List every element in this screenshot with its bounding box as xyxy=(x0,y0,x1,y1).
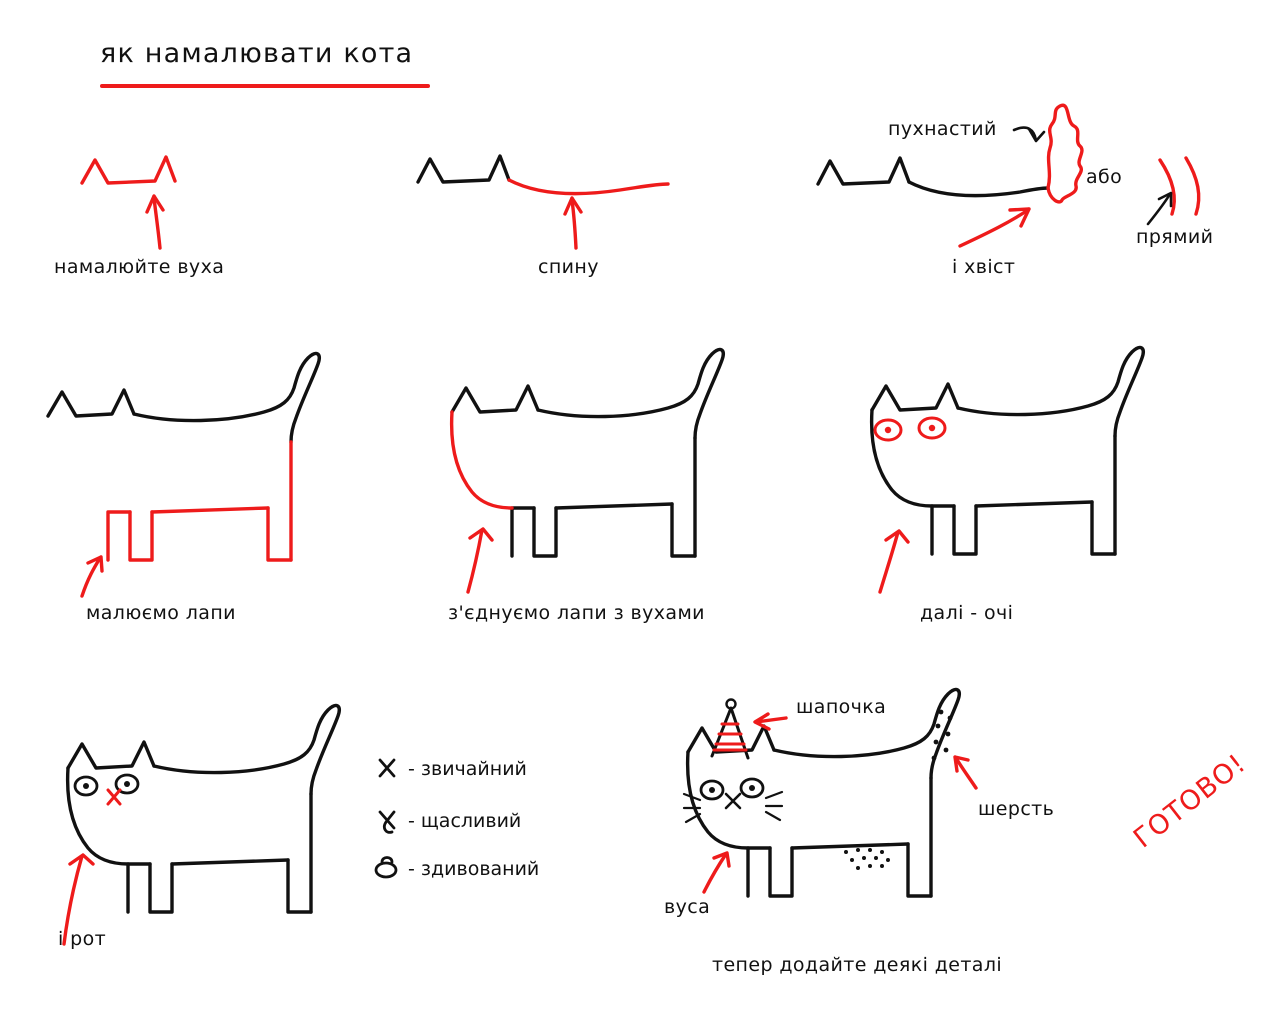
caption-add-details: тепер додайте деякі деталі xyxy=(712,954,1003,976)
note-or: або xyxy=(1086,166,1123,188)
legend-separator-happy: - xyxy=(408,810,415,832)
caption-draw-eyes: далі - очі xyxy=(920,602,1014,624)
legend-glyphs xyxy=(376,760,396,877)
legend-separator-normal: - xyxy=(408,758,415,780)
done-badge: ГОТОВО! xyxy=(1128,748,1252,855)
legend-separator-surprised: - xyxy=(408,858,415,880)
caption-draw-back: спину xyxy=(538,256,599,278)
note-hat: шапочка xyxy=(796,696,887,718)
note-fur: шерсть xyxy=(978,798,1055,820)
caption-draw-ears: намалюйте вуха xyxy=(54,256,225,278)
note-straight-tail: прямий xyxy=(1136,226,1214,248)
caption-draw-tail: і хвіст xyxy=(952,256,1016,278)
page-title: як намалювати кота xyxy=(100,38,414,69)
legend-row-surprised xyxy=(408,858,539,880)
legend-label-normal: звичайний xyxy=(420,758,527,780)
figure-step-details xyxy=(684,689,976,896)
figure-step-eyes xyxy=(872,347,1144,592)
figure-step-paws xyxy=(48,353,319,596)
legend-row-happy xyxy=(408,810,521,832)
title-underline xyxy=(100,84,430,88)
figure-step-join xyxy=(452,349,724,592)
figure-step-ears xyxy=(82,157,175,248)
figure-step-back xyxy=(418,156,668,248)
figure-step-tail xyxy=(818,105,1199,246)
caption-draw-mouth: і рот xyxy=(58,928,107,950)
figure-step-mouth xyxy=(64,705,339,944)
note-fluffy-tail: пухнастий xyxy=(888,118,997,140)
legend-row-normal xyxy=(408,758,527,780)
legend-label-happy: щасливий xyxy=(420,810,522,832)
caption-draw-paws: малюємо лапи xyxy=(86,602,236,624)
note-whiskers: вуса xyxy=(664,896,711,918)
legend-label-surprised: здивований xyxy=(420,858,540,880)
caption-join-paws: з'єднуємо лапи з вухами xyxy=(448,602,705,624)
